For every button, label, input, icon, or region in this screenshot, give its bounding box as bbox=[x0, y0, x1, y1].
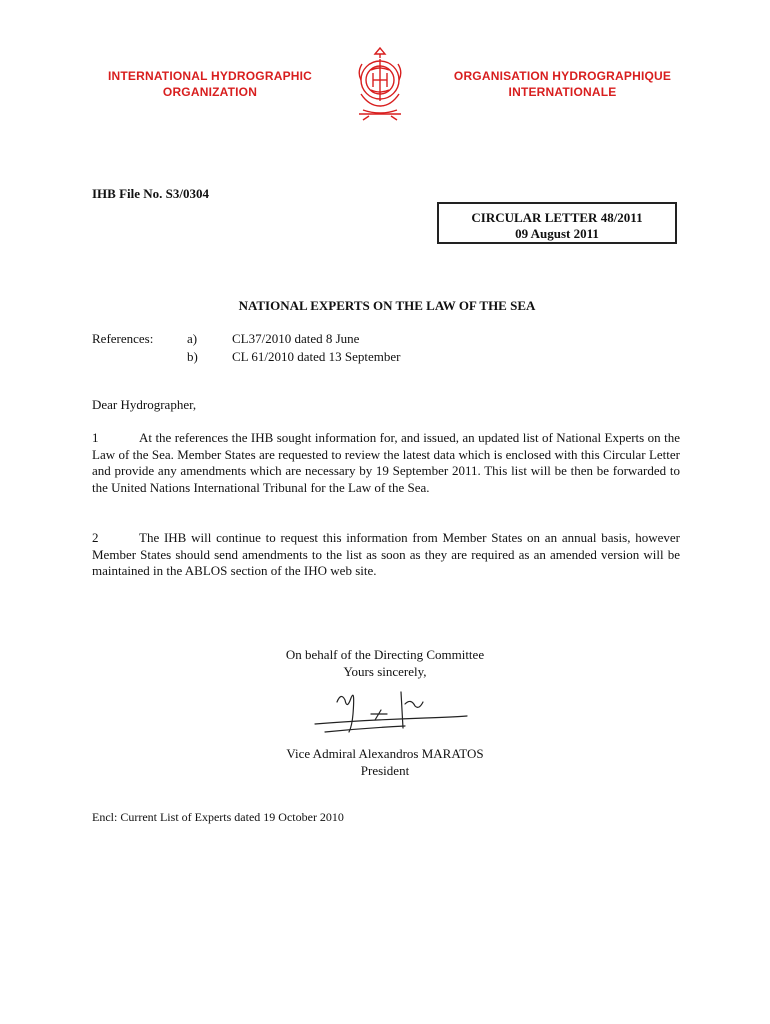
closing-block bbox=[230, 647, 540, 680]
org-name-english-line1: INTERNATIONAL HYDROGRAPHIC bbox=[107, 69, 313, 83]
signer-name: Vice Admiral Alexandros MARATOS bbox=[286, 746, 484, 761]
paragraph-text: At the references the IHB sought information for, and issued, an updated list of National Experts on the Law of the Sea. Member States are requested to review the latest data which is enclosed with this Circular Letter and provide any amendments which are necessary by 19 September 2011. This list will be then be forwarded to the United Nations International Tribunal for the Law of the Sea. bbox=[92, 430, 680, 495]
reference-text: CL37/2010 dated 8 June bbox=[232, 331, 360, 346]
paragraph-2 bbox=[92, 530, 680, 580]
paragraph-1 bbox=[92, 430, 680, 496]
signer-title: President bbox=[360, 762, 410, 778]
signer-block bbox=[230, 746, 540, 779]
salutation: Dear Hydrographer, bbox=[92, 397, 197, 412]
handwritten-signature bbox=[305, 680, 475, 742]
reference-letter: a) bbox=[187, 331, 198, 346]
enclosure-note: Encl: Current List of Experts dated 19 October 2010 bbox=[92, 810, 344, 824]
circular-letter-title: CIRCULAR LETTER 48/2011 bbox=[471, 210, 643, 225]
paragraph-text: The IHB will continue to request this information from Member States on an annual basis, however Member States should send amendments to the list as soon as they are required as an amended version will be maintained in the ABLOS section of the IHO web site. bbox=[92, 530, 680, 578]
references-label: References: bbox=[92, 331, 154, 346]
paragraph-number: 1 bbox=[92, 430, 99, 445]
circular-letter-date: 09 August 2011 bbox=[515, 226, 599, 241]
closing-line: On behalf of the Directing Committee bbox=[285, 647, 485, 662]
ihb-emblem-icon bbox=[349, 44, 411, 122]
org-name-french-line2: INTERNATIONALE bbox=[508, 85, 617, 99]
circular-letter-box bbox=[437, 202, 677, 244]
org-name-english bbox=[95, 68, 325, 100]
reference-text: CL 61/2010 dated 13 September bbox=[232, 349, 401, 364]
file-number: IHB File No. S3/0304 bbox=[92, 186, 210, 201]
paragraph-number: 2 bbox=[92, 530, 99, 545]
org-name-french-line1: ORGANISATION HYDROGRAPHIQUE bbox=[453, 69, 672, 83]
org-name-french bbox=[445, 68, 680, 100]
closing-line: Yours sincerely, bbox=[343, 663, 427, 679]
org-name-english-line2: ORGANIZATION bbox=[162, 85, 258, 99]
subject-heading: NATIONAL EXPERTS ON THE LAW OF THE SEA bbox=[238, 298, 536, 313]
reference-letter: b) bbox=[187, 349, 198, 364]
